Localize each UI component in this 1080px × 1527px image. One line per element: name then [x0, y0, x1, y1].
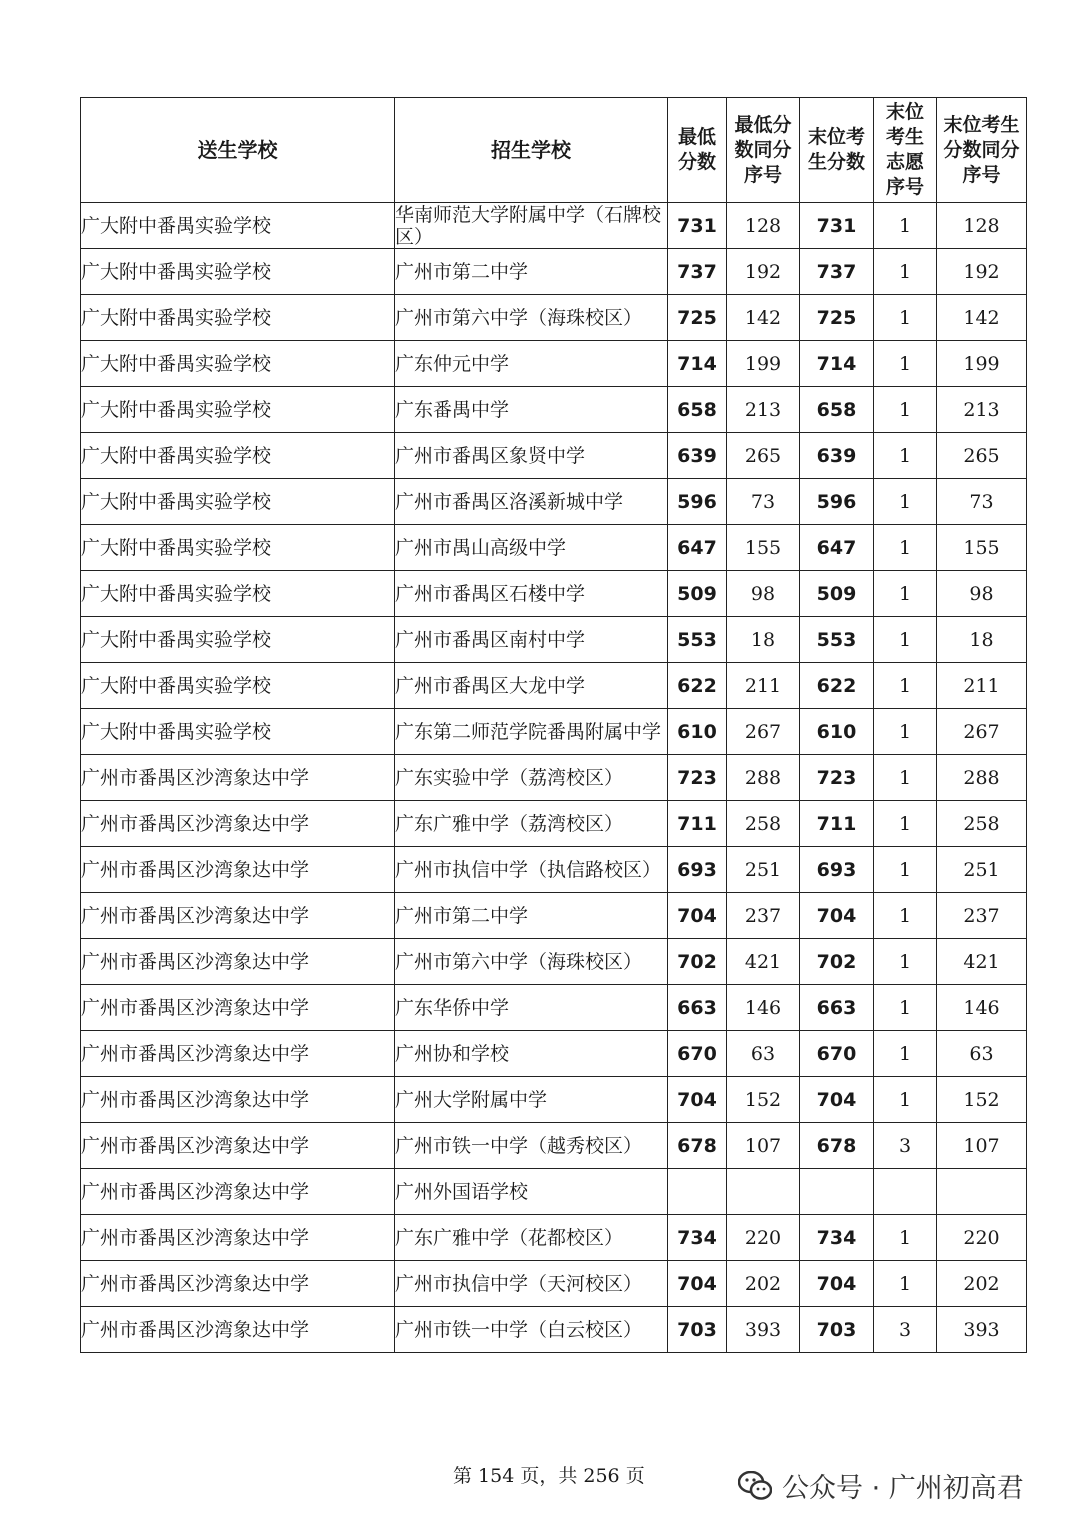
cell-sending-school: 广州市番禺区沙湾象达中学: [81, 801, 395, 847]
cell-enrolling-school: 广东番禺中学: [395, 387, 668, 433]
cell-last-choice-no: 1: [874, 571, 937, 617]
cell-sending-school: 广大附中番禺实验学校: [81, 525, 395, 571]
cell-min-score-rank: 237: [727, 893, 800, 939]
cell-last-score-rank: 237: [937, 893, 1027, 939]
cell-min-score-rank: 211: [727, 663, 800, 709]
cell-last-score-rank: 267: [937, 709, 1027, 755]
cell-last-score: 704: [800, 1077, 874, 1123]
cell-min-score: 714: [668, 341, 727, 387]
cell-last-score: 647: [800, 525, 874, 571]
cell-last-score: 703: [800, 1307, 874, 1353]
cell-last-score: 622: [800, 663, 874, 709]
cell-sending-school: 广州市番禺区沙湾象达中学: [81, 1077, 395, 1123]
cell-enrolling-school: 广州外国语学校: [395, 1169, 668, 1215]
cell-min-score-rank: 155: [727, 525, 800, 571]
table-row: [81, 525, 1027, 571]
cell-last-score: 737: [800, 249, 874, 295]
cell-last-choice-no: 1: [874, 939, 937, 985]
cell-last-score: 704: [800, 893, 874, 939]
cell-last-choice-no: 1: [874, 1077, 937, 1123]
cell-last-score: 702: [800, 939, 874, 985]
table-row: [81, 985, 1027, 1031]
cell-min-score-rank: 213: [727, 387, 800, 433]
cell-last-score: 678: [800, 1123, 874, 1169]
table-row: [81, 1123, 1027, 1169]
header-last-choice-no: 末位 考生 志愿 序号: [874, 98, 937, 203]
cell-last-choice-no: 1: [874, 249, 937, 295]
table-row: [81, 1215, 1027, 1261]
cell-enrolling-school: 广州市执信中学（天河校区）: [395, 1261, 668, 1307]
cell-enrolling-school: 广东华侨中学: [395, 985, 668, 1031]
header-min-score: 最低 分数: [668, 98, 727, 203]
cell-min-score: 647: [668, 525, 727, 571]
cell-min-score-rank: 73: [727, 479, 800, 525]
cell-min-score: 639: [668, 433, 727, 479]
cell-min-score: 723: [668, 755, 727, 801]
header-row: [81, 98, 1027, 203]
cell-min-score: 737: [668, 249, 727, 295]
cell-enrolling-school: 广州市番禺区象贤中学: [395, 433, 668, 479]
cell-enrolling-school: 广东实验中学（荔湾校区）: [395, 755, 668, 801]
table-row: [81, 1031, 1027, 1077]
cell-last-choice-no: 1: [874, 617, 937, 663]
cell-min-score-rank: 18: [727, 617, 800, 663]
cell-sending-school: 广州市番禺区沙湾象达中学: [81, 1169, 395, 1215]
cell-last-score-rank: 421: [937, 939, 1027, 985]
cell-sending-school: 广州市番禺区沙湾象达中学: [81, 1215, 395, 1261]
cell-sending-school: 广州市番禺区沙湾象达中学: [81, 1031, 395, 1077]
cell-last-score-rank: 265: [937, 433, 1027, 479]
cell-enrolling-school: 广州市第二中学: [395, 893, 668, 939]
cell-sending-school: 广州市番禺区沙湾象达中学: [81, 893, 395, 939]
cell-enrolling-school: 广州市番禺区洛溪新城中学: [395, 479, 668, 525]
cell-sending-school: 广州市番禺区沙湾象达中学: [81, 939, 395, 985]
cell-last-score-rank: 192: [937, 249, 1027, 295]
cell-last-choice-no: 1: [874, 985, 937, 1031]
cell-last-score-rank: 213: [937, 387, 1027, 433]
cell-last-score: 658: [800, 387, 874, 433]
cell-last-score-rank: 202: [937, 1261, 1027, 1307]
cell-enrolling-school: 广州市铁一中学（越秀校区）: [395, 1123, 668, 1169]
cell-min-score: 711: [668, 801, 727, 847]
cell-enrolling-school: 广州市铁一中学（白云校区）: [395, 1307, 668, 1353]
table-row: [81, 663, 1027, 709]
cell-min-score: [668, 1169, 727, 1215]
cell-last-score: 731: [800, 203, 874, 249]
header-sending-school: 送生学校: [81, 98, 395, 203]
cell-last-score-rank: 393: [937, 1307, 1027, 1353]
admission-table: [80, 97, 1027, 1353]
cell-enrolling-school: 华南师范大学附属中学（石牌校区）: [395, 203, 668, 249]
cell-sending-school: 广大附中番禺实验学校: [81, 709, 395, 755]
cell-min-score: 663: [668, 985, 727, 1031]
cell-min-score: 693: [668, 847, 727, 893]
cell-min-score: 509: [668, 571, 727, 617]
cell-last-score: 723: [800, 755, 874, 801]
cell-last-choice-no: 1: [874, 663, 937, 709]
cell-last-choice-no: 1: [874, 1261, 937, 1307]
table-row: [81, 341, 1027, 387]
cell-last-choice-no: 1: [874, 203, 937, 249]
cell-min-score-rank: 393: [727, 1307, 800, 1353]
cell-min-score-rank: 251: [727, 847, 800, 893]
cell-enrolling-school: 广州市番禺区南村中学: [395, 617, 668, 663]
cell-last-score-rank: 199: [937, 341, 1027, 387]
cell-enrolling-school: 广州协和学校: [395, 1031, 668, 1077]
table-row: [81, 1261, 1027, 1307]
cell-min-score: 704: [668, 1261, 727, 1307]
cell-sending-school: 广大附中番禺实验学校: [81, 203, 395, 249]
cell-last-choice-no: 3: [874, 1307, 937, 1353]
cell-sending-school: 广州市番禺区沙湾象达中学: [81, 1261, 395, 1307]
table-row: [81, 1169, 1027, 1215]
cell-min-score: 658: [668, 387, 727, 433]
cell-last-score: 704: [800, 1261, 874, 1307]
cell-sending-school: 广大附中番禺实验学校: [81, 433, 395, 479]
cell-last-score: 639: [800, 433, 874, 479]
cell-last-choice-no: 1: [874, 479, 937, 525]
cell-min-score: 678: [668, 1123, 727, 1169]
cell-last-score: 670: [800, 1031, 874, 1077]
cell-last-score: 711: [800, 801, 874, 847]
cell-enrolling-school: 广州市禺山高级中学: [395, 525, 668, 571]
cell-min-score-rank: 265: [727, 433, 800, 479]
table-row: [81, 479, 1027, 525]
cell-sending-school: 广大附中番禺实验学校: [81, 571, 395, 617]
table-row: [81, 847, 1027, 893]
watermark: [738, 1466, 1024, 1505]
cell-min-score: 704: [668, 893, 727, 939]
cell-last-score-rank: 18: [937, 617, 1027, 663]
cell-sending-school: 广大附中番禺实验学校: [81, 341, 395, 387]
cell-min-score-rank: 258: [727, 801, 800, 847]
cell-min-score-rank: 288: [727, 755, 800, 801]
cell-sending-school: 广州市番禺区沙湾象达中学: [81, 1307, 395, 1353]
cell-min-score-rank: 220: [727, 1215, 800, 1261]
cell-min-score-rank: 128: [727, 203, 800, 249]
cell-last-score-rank: 142: [937, 295, 1027, 341]
cell-last-score: 509: [800, 571, 874, 617]
header-enrolling-school: 招生学校: [395, 98, 668, 203]
cell-sending-school: 广大附中番禺实验学校: [81, 387, 395, 433]
table-row: [81, 295, 1027, 341]
watermark-text: 公众号 · 广州初高君: [782, 1473, 1024, 1504]
cell-last-score-rank: 211: [937, 663, 1027, 709]
cell-enrolling-school: 广东第二师范学院番禺附属中学: [395, 709, 668, 755]
cell-last-score-rank: 155: [937, 525, 1027, 571]
cell-last-score-rank: 220: [937, 1215, 1027, 1261]
cell-last-score: 596: [800, 479, 874, 525]
cell-sending-school: 广州市番禺区沙湾象达中学: [81, 985, 395, 1031]
cell-min-score: 610: [668, 709, 727, 755]
page-number: 第 154 页，共 256 页: [453, 1465, 645, 1487]
cell-sending-school: 广州市番禺区沙湾象达中学: [81, 1123, 395, 1169]
cell-last-score: 553: [800, 617, 874, 663]
wechat-icon: [738, 1471, 772, 1501]
cell-min-score: 731: [668, 203, 727, 249]
table-row: [81, 709, 1027, 755]
cell-min-score-rank: 63: [727, 1031, 800, 1077]
table-row: [81, 893, 1027, 939]
cell-sending-school: 广大附中番禺实验学校: [81, 249, 395, 295]
cell-last-score-rank: [937, 1169, 1027, 1215]
table-row: [81, 801, 1027, 847]
header-last-score-rank: 末位考生 分数同分 序号: [937, 98, 1027, 203]
table-row: [81, 1307, 1027, 1353]
cell-min-score: 734: [668, 1215, 727, 1261]
cell-last-choice-no: 1: [874, 847, 937, 893]
cell-last-score: 734: [800, 1215, 874, 1261]
cell-last-score: 714: [800, 341, 874, 387]
table-row: [81, 387, 1027, 433]
cell-enrolling-school: 广州市番禺区石楼中学: [395, 571, 668, 617]
cell-last-score-rank: 128: [937, 203, 1027, 249]
table-row: [81, 755, 1027, 801]
cell-min-score-rank: [727, 1169, 800, 1215]
cell-last-score: 693: [800, 847, 874, 893]
cell-min-score: 622: [668, 663, 727, 709]
cell-last-score: 610: [800, 709, 874, 755]
cell-last-score-rank: 98: [937, 571, 1027, 617]
cell-min-score: 725: [668, 295, 727, 341]
cell-sending-school: 广大附中番禺实验学校: [81, 663, 395, 709]
cell-last-choice-no: 1: [874, 709, 937, 755]
cell-last-score: [800, 1169, 874, 1215]
cell-enrolling-school: 广州市执信中学（执信路校区）: [395, 847, 668, 893]
cell-sending-school: 广州市番禺区沙湾象达中学: [81, 755, 395, 801]
cell-last-choice-no: 1: [874, 1031, 937, 1077]
table-row: [81, 203, 1027, 249]
cell-last-choice-no: 1: [874, 341, 937, 387]
cell-last-score-rank: 288: [937, 755, 1027, 801]
cell-min-score: 704: [668, 1077, 727, 1123]
table-row: [81, 939, 1027, 985]
table-row: [81, 1077, 1027, 1123]
cell-min-score-rank: 107: [727, 1123, 800, 1169]
cell-last-score-rank: 251: [937, 847, 1027, 893]
cell-enrolling-school: 广东广雅中学（花都校区）: [395, 1215, 668, 1261]
cell-min-score-rank: 146: [727, 985, 800, 1031]
cell-min-score-rank: 98: [727, 571, 800, 617]
cell-min-score: 553: [668, 617, 727, 663]
cell-last-score-rank: 146: [937, 985, 1027, 1031]
cell-sending-school: 广大附中番禺实验学校: [81, 479, 395, 525]
cell-last-score: 725: [800, 295, 874, 341]
cell-last-choice-no: 3: [874, 1123, 937, 1169]
cell-sending-school: 广大附中番禺实验学校: [81, 295, 395, 341]
cell-last-choice-no: [874, 1169, 937, 1215]
cell-last-choice-no: 1: [874, 295, 937, 341]
cell-last-choice-no: 1: [874, 755, 937, 801]
cell-sending-school: 广大附中番禺实验学校: [81, 617, 395, 663]
table-row: [81, 433, 1027, 479]
table-row: [81, 617, 1027, 663]
cell-min-score: 703: [668, 1307, 727, 1353]
cell-min-score-rank: 152: [727, 1077, 800, 1123]
cell-min-score-rank: 202: [727, 1261, 800, 1307]
cell-enrolling-school: 广东仲元中学: [395, 341, 668, 387]
cell-last-score-rank: 107: [937, 1123, 1027, 1169]
header-min-score-rank: 最低分 数同分 序号: [727, 98, 800, 203]
cell-sending-school: 广州市番禺区沙湾象达中学: [81, 847, 395, 893]
cell-last-score: 663: [800, 985, 874, 1031]
cell-min-score-rank: 421: [727, 939, 800, 985]
cell-last-choice-no: 1: [874, 433, 937, 479]
cell-last-score-rank: 63: [937, 1031, 1027, 1077]
table-row: [81, 571, 1027, 617]
cell-min-score: 670: [668, 1031, 727, 1077]
cell-min-score-rank: 142: [727, 295, 800, 341]
cell-min-score: 596: [668, 479, 727, 525]
cell-enrolling-school: 广州市第六中学（海珠校区）: [395, 939, 668, 985]
cell-enrolling-school: 广州市第二中学: [395, 249, 668, 295]
cell-last-score-rank: 73: [937, 479, 1027, 525]
cell-enrolling-school: 广州市第六中学（海珠校区）: [395, 295, 668, 341]
cell-enrolling-school: 广东广雅中学（荔湾校区）: [395, 801, 668, 847]
cell-last-choice-no: 1: [874, 893, 937, 939]
cell-last-choice-no: 1: [874, 801, 937, 847]
header-last-score: 末位考 生分数: [800, 98, 874, 203]
cell-last-score-rank: 258: [937, 801, 1027, 847]
table-row: [81, 249, 1027, 295]
cell-last-choice-no: 1: [874, 387, 937, 433]
cell-last-score-rank: 152: [937, 1077, 1027, 1123]
cell-min-score-rank: 192: [727, 249, 800, 295]
cell-min-score-rank: 267: [727, 709, 800, 755]
cell-last-choice-no: 1: [874, 525, 937, 571]
cell-min-score-rank: 199: [727, 341, 800, 387]
cell-enrolling-school: 广州大学附属中学: [395, 1077, 668, 1123]
table-body: [81, 203, 1027, 1353]
cell-last-choice-no: 1: [874, 1215, 937, 1261]
cell-min-score: 702: [668, 939, 727, 985]
cell-enrolling-school: 广州市番禺区大龙中学: [395, 663, 668, 709]
